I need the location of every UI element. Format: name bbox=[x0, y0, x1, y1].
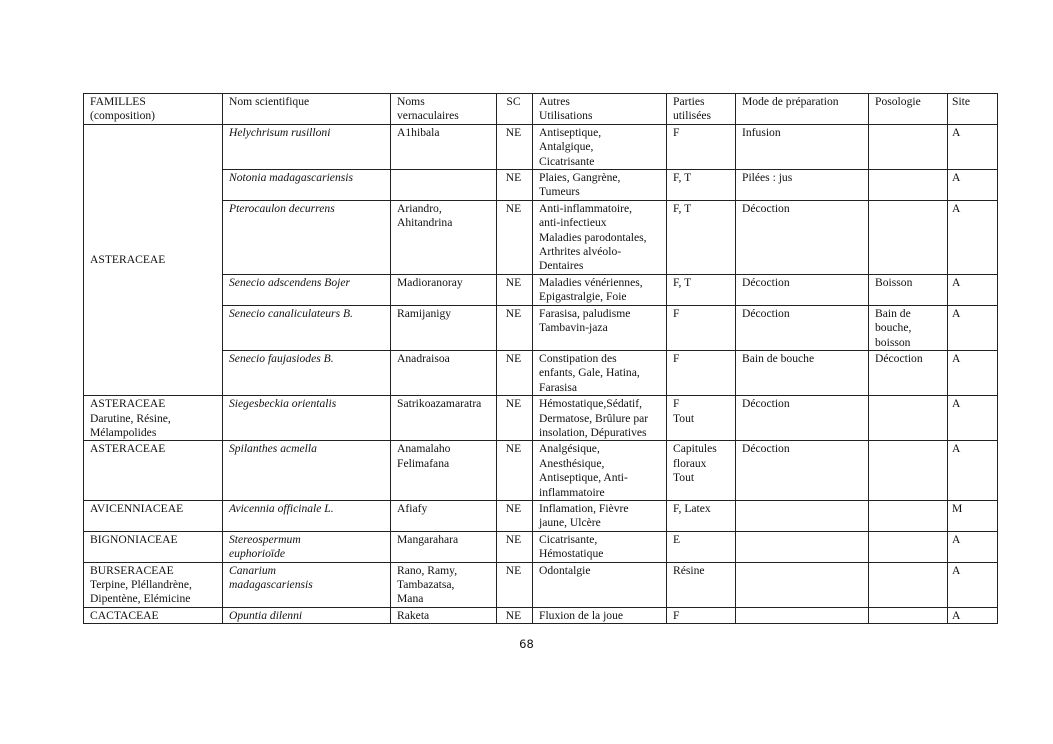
other-uses-text: jaune, Ulcère bbox=[539, 516, 601, 530]
site-value-text: A bbox=[952, 442, 961, 456]
other-uses-text: Hémostatique bbox=[539, 547, 604, 561]
vernacular-name-text: Ariandro, bbox=[397, 201, 442, 215]
site-value bbox=[948, 500, 998, 531]
posology bbox=[869, 124, 948, 169]
family-cell-text: ASTERACEAE bbox=[90, 253, 166, 267]
other-uses-text: Antalgique, bbox=[539, 140, 594, 154]
family-cell bbox=[84, 500, 223, 531]
site-value-text: A bbox=[952, 275, 961, 289]
preparation-mode bbox=[736, 200, 869, 274]
other-uses-text: Cicatrisante, bbox=[539, 532, 598, 546]
family-cell bbox=[84, 531, 223, 562]
scientific-name bbox=[223, 200, 391, 274]
other-uses-text: Tambavin-jaza bbox=[539, 321, 608, 335]
sc-value bbox=[497, 274, 533, 305]
other-uses-text: insolation, Dépuratives bbox=[539, 425, 647, 439]
header-familles-text: (composition) bbox=[90, 109, 156, 123]
site-value bbox=[948, 531, 998, 562]
other-uses-text: Farasisa, paludisme bbox=[539, 306, 631, 320]
posology bbox=[869, 396, 948, 441]
other-uses bbox=[533, 607, 667, 623]
posology bbox=[869, 350, 948, 395]
other-uses bbox=[533, 562, 667, 607]
preparation-mode bbox=[736, 396, 869, 441]
sc-value bbox=[497, 305, 533, 350]
preparation-mode bbox=[736, 500, 869, 531]
other-uses-text: Maladies parodontales, bbox=[539, 230, 647, 244]
scientific-name bbox=[223, 531, 391, 562]
header-parties-utilisees-text: Parties bbox=[673, 95, 705, 108]
other-uses bbox=[533, 531, 667, 562]
sc-value bbox=[497, 200, 533, 274]
preparation-mode bbox=[736, 274, 869, 305]
other-uses bbox=[533, 305, 667, 350]
sc-value-text: NE bbox=[505, 125, 522, 139]
posology bbox=[869, 500, 948, 531]
vernacular-name-text: A1hibala bbox=[397, 125, 440, 139]
vernacular-name-text: Mangarahara bbox=[397, 532, 459, 546]
parts-used bbox=[667, 607, 736, 623]
parts-used-text: Résine bbox=[673, 563, 705, 577]
other-uses-text: anti-infectieux bbox=[539, 216, 607, 230]
table-row bbox=[84, 396, 998, 441]
header-autres-utilisations-text: Autres bbox=[539, 95, 570, 108]
vernacular-name-text: Anamalaho bbox=[397, 442, 451, 456]
scientific-name-text: Avicennia officinale L. bbox=[229, 501, 334, 515]
vernacular-name bbox=[391, 305, 497, 350]
preparation-mode-text: Décoction bbox=[742, 306, 790, 320]
scientific-name bbox=[223, 350, 391, 395]
vernacular-name bbox=[391, 500, 497, 531]
sc-value bbox=[497, 441, 533, 501]
vernacular-name bbox=[391, 170, 497, 201]
parts-used-text: F, T bbox=[673, 171, 692, 185]
vernacular-name bbox=[391, 396, 497, 441]
other-uses-text: Tumeurs bbox=[539, 185, 580, 199]
sc-value-text: NE bbox=[505, 351, 522, 365]
other-uses bbox=[533, 274, 667, 305]
plant-table bbox=[83, 93, 998, 624]
parts-used-text: Tout bbox=[673, 411, 695, 425]
family-cell-text: Mélampolides bbox=[90, 425, 157, 439]
sc-value-text: NE bbox=[505, 501, 522, 515]
other-uses bbox=[533, 500, 667, 531]
parts-used bbox=[667, 274, 736, 305]
vernacular-name-text: Raketa bbox=[397, 608, 430, 622]
scientific-name-text: Canarium bbox=[229, 563, 277, 577]
scientific-name-text: Opuntia dilenni bbox=[229, 608, 303, 622]
vernacular-name-text: Satrikoazamaratra bbox=[397, 397, 482, 411]
vernacular-name bbox=[391, 441, 497, 501]
preparation-mode-text: Décoction bbox=[742, 397, 790, 411]
header-posologie bbox=[869, 94, 948, 125]
parts-used bbox=[667, 170, 736, 201]
site-value bbox=[948, 396, 998, 441]
posology bbox=[869, 200, 948, 274]
family-cell-text: BURSERACEAE bbox=[90, 563, 174, 577]
sc-value-text: NE bbox=[505, 532, 522, 546]
parts-used bbox=[667, 396, 736, 441]
sc-value-text: NE bbox=[505, 275, 522, 289]
scientific-name bbox=[223, 305, 391, 350]
site-value-text: A bbox=[952, 563, 961, 577]
posology bbox=[869, 441, 948, 501]
site-value-text: A bbox=[952, 125, 961, 139]
scientific-name bbox=[223, 396, 391, 441]
scientific-name-text: Stereospermum bbox=[229, 532, 301, 546]
other-uses-text: Dermatose, Brûlure par bbox=[539, 411, 649, 425]
parts-used-text: floraux bbox=[673, 456, 707, 470]
scientific-name-text: madagascariensis bbox=[229, 578, 313, 591]
sc-value bbox=[497, 607, 533, 623]
scientific-name bbox=[223, 274, 391, 305]
header-noms-vernaculaires-text: vernaculaires bbox=[397, 109, 459, 123]
posology-text: Boisson bbox=[875, 275, 913, 289]
posology bbox=[869, 305, 948, 350]
preparation-mode bbox=[736, 441, 869, 501]
header-familles-text: FAMILLES bbox=[90, 95, 146, 108]
parts-used-text: F, T bbox=[673, 201, 692, 215]
parts-used-text: F, Latex bbox=[673, 501, 711, 515]
parts-used-text: F, T bbox=[673, 275, 692, 289]
family-cell-text: AVICENNIACEAE bbox=[90, 501, 184, 515]
other-uses-text: Hémostatique,Sédatif, bbox=[539, 397, 643, 411]
vernacular-name-text: Felimafana bbox=[397, 456, 450, 470]
preparation-mode bbox=[736, 350, 869, 395]
other-uses-text: Arthrites alvéolo- bbox=[539, 245, 622, 259]
sc-value bbox=[497, 396, 533, 441]
parts-used bbox=[667, 531, 736, 562]
preparation-mode-text: Décoction bbox=[742, 442, 790, 456]
preparation-mode bbox=[736, 531, 869, 562]
preparation-mode-text: Infusion bbox=[742, 125, 781, 139]
site-value bbox=[948, 441, 998, 501]
site-value bbox=[948, 274, 998, 305]
sc-value bbox=[497, 124, 533, 169]
parts-used-text: F bbox=[673, 608, 680, 622]
scientific-name bbox=[223, 607, 391, 623]
other-uses bbox=[533, 200, 667, 274]
sc-value-text: NE bbox=[505, 563, 522, 577]
page-number: 68 bbox=[519, 637, 534, 651]
posology-text: Bain de bbox=[875, 306, 911, 320]
family-cell bbox=[84, 562, 223, 607]
parts-used bbox=[667, 441, 736, 501]
scientific-name bbox=[223, 562, 391, 607]
vernacular-name bbox=[391, 124, 497, 169]
preparation-mode-text: Décoction bbox=[742, 275, 790, 289]
other-uses-text: Odontalgie bbox=[539, 563, 591, 577]
parts-used bbox=[667, 200, 736, 274]
preparation-mode bbox=[736, 607, 869, 623]
header-autres-utilisations-text: Utilisations bbox=[539, 109, 593, 123]
scientific-name-text: Siegesbeckia orientalis bbox=[229, 397, 337, 411]
header-autres-utilisations bbox=[533, 94, 667, 125]
preparation-mode-text: Bain de bouche bbox=[742, 351, 815, 365]
scientific-name bbox=[223, 500, 391, 531]
header-parties-utilisees-text: utilisées bbox=[673, 109, 711, 123]
preparation-mode-text: Décoction bbox=[742, 201, 790, 215]
other-uses-text: Antiseptique, Anti- bbox=[539, 471, 628, 485]
parts-used-text: F bbox=[673, 397, 680, 411]
family-cell-text: ASTERACEAE bbox=[90, 442, 166, 456]
vernacular-name-text: Ramijanigy bbox=[397, 306, 452, 320]
sc-value-text: NE bbox=[505, 442, 522, 456]
vernacular-name bbox=[391, 200, 497, 274]
scientific-name bbox=[223, 170, 391, 201]
posology-text: bouche, bbox=[875, 321, 912, 335]
table-row bbox=[84, 531, 998, 562]
other-uses-text: Cicatrisante bbox=[539, 154, 595, 168]
table-row bbox=[84, 441, 998, 501]
header-site bbox=[948, 94, 998, 125]
family-cell bbox=[84, 441, 223, 501]
sc-value bbox=[497, 170, 533, 201]
vernacular-name-text: Rano, Ramy, bbox=[397, 563, 458, 577]
sc-value-text: NE bbox=[505, 608, 522, 622]
other-uses-text: Farasisa bbox=[539, 380, 577, 394]
vernacular-name bbox=[391, 274, 497, 305]
site-value bbox=[948, 305, 998, 350]
other-uses bbox=[533, 170, 667, 201]
other-uses bbox=[533, 350, 667, 395]
family-cell-text: Terpine, Pléllandrène, bbox=[90, 578, 192, 591]
scientific-name-text: Senecio faujasiodes B. bbox=[229, 351, 334, 365]
site-value bbox=[948, 562, 998, 607]
vernacular-name-text: Ahitandrina bbox=[397, 216, 453, 230]
other-uses-text: Analgésique, bbox=[539, 442, 600, 456]
table-row bbox=[84, 500, 998, 531]
vernacular-name-text: Afiafy bbox=[397, 501, 428, 515]
scientific-name-text: Helychrisum rusilloni bbox=[229, 125, 331, 139]
site-value-text: A bbox=[952, 201, 961, 215]
parts-used-text: F bbox=[673, 351, 680, 365]
table-row bbox=[84, 562, 998, 607]
posology bbox=[869, 274, 948, 305]
scientific-name bbox=[223, 441, 391, 501]
family-cell-text: Darutine, Résine, bbox=[90, 411, 171, 425]
header-sc-text: SC bbox=[506, 95, 521, 108]
scientific-name-text: euphorioïde bbox=[229, 547, 286, 561]
other-uses-text: Anesthésique, bbox=[539, 456, 605, 470]
other-uses-text: Anti-inflammatoire, bbox=[539, 201, 633, 215]
header-row bbox=[84, 94, 998, 125]
posology bbox=[869, 607, 948, 623]
other-uses-text: Maladies vénériennes, bbox=[539, 275, 643, 289]
vernacular-name bbox=[391, 350, 497, 395]
other-uses-text: Constipation des bbox=[539, 351, 617, 365]
site-value-text: A bbox=[952, 608, 961, 622]
header-familles bbox=[84, 94, 223, 125]
header-parties-utilisees bbox=[667, 94, 736, 125]
header-nom-scientifique bbox=[223, 94, 391, 125]
parts-used bbox=[667, 350, 736, 395]
posology-text: boisson bbox=[875, 335, 911, 349]
header-posologie-text: Posologie bbox=[875, 95, 921, 108]
posology bbox=[869, 562, 948, 607]
other-uses-text: enfants, Gale, Hatina, bbox=[539, 366, 640, 380]
other-uses-text: Antiseptique, bbox=[539, 125, 602, 139]
other-uses bbox=[533, 124, 667, 169]
vernacular-name-text: Madioranoray bbox=[397, 275, 463, 289]
family-cell-text: BIGNONIACEAE bbox=[90, 532, 178, 546]
site-value bbox=[948, 607, 998, 623]
other-uses bbox=[533, 441, 667, 501]
preparation-mode bbox=[736, 305, 869, 350]
sc-value bbox=[497, 562, 533, 607]
site-value-text: A bbox=[952, 532, 961, 546]
preparation-mode bbox=[736, 124, 869, 169]
scientific-name bbox=[223, 124, 391, 169]
parts-used-text: Tout bbox=[673, 471, 695, 485]
other-uses-text: Fluxion de la joue bbox=[539, 608, 624, 622]
parts-used-text: F bbox=[673, 125, 680, 139]
sc-value-text: NE bbox=[505, 171, 522, 185]
site-value-text: M bbox=[952, 501, 963, 515]
header-mode-preparation bbox=[736, 94, 869, 125]
site-value bbox=[948, 124, 998, 169]
table-row bbox=[84, 124, 998, 169]
parts-used bbox=[667, 124, 736, 169]
parts-used-text: E bbox=[673, 532, 681, 546]
header-nom-scientifique-text: Nom scientifique bbox=[229, 95, 310, 108]
sc-value-text: NE bbox=[505, 201, 522, 215]
vernacular-name bbox=[391, 607, 497, 623]
site-value-text: A bbox=[952, 171, 961, 185]
header-noms-vernaculaires bbox=[391, 94, 497, 125]
other-uses-text: inflammatoire bbox=[539, 485, 605, 499]
vernacular-name bbox=[391, 562, 497, 607]
site-value-text: A bbox=[952, 351, 961, 365]
header-mode-preparation-text: Mode de préparation bbox=[742, 95, 839, 108]
sc-value-text: NE bbox=[505, 397, 522, 411]
posology-text: Décoction bbox=[875, 351, 923, 365]
site-value bbox=[948, 170, 998, 201]
site-value-text: A bbox=[952, 306, 961, 320]
site-value bbox=[948, 200, 998, 274]
header-sc bbox=[497, 94, 533, 125]
vernacular-name-text: Anadraisoa bbox=[397, 351, 450, 365]
preparation-mode bbox=[736, 170, 869, 201]
sc-value bbox=[497, 500, 533, 531]
table-row bbox=[84, 607, 998, 623]
sc-value-text: NE bbox=[505, 306, 522, 320]
posology bbox=[869, 531, 948, 562]
parts-used-text: F bbox=[673, 306, 680, 320]
family-cell bbox=[84, 607, 223, 623]
scientific-name-text: Pterocaulon decurrens bbox=[229, 201, 335, 215]
preparation-mode-text: Pilées : jus bbox=[742, 171, 793, 185]
scientific-name-text: Notonia madagascariensis bbox=[229, 171, 353, 185]
vernacular-name-text: Mana bbox=[397, 592, 424, 606]
header-site-text: Site bbox=[952, 95, 971, 108]
scientific-name-text: Senecio adscendens Bojer bbox=[229, 275, 351, 289]
other-uses-text: Dentaires bbox=[539, 259, 584, 273]
other-uses-text: Plaies, Gangrène, bbox=[539, 171, 621, 185]
parts-used-text: Capitules bbox=[673, 442, 717, 456]
sc-value bbox=[497, 350, 533, 395]
family-cell-text: Dipentène, Elémicine bbox=[90, 592, 191, 606]
other-uses-text: Epigastralgie, Foie bbox=[539, 290, 627, 304]
parts-used bbox=[667, 562, 736, 607]
family-cell-text: CACTACEAE bbox=[90, 608, 159, 622]
scientific-name-text: Spilanthes acmella bbox=[229, 442, 317, 456]
vernacular-name-text: Tambazatsa, bbox=[397, 578, 455, 591]
sc-value bbox=[497, 531, 533, 562]
vernacular-name bbox=[391, 531, 497, 562]
parts-used bbox=[667, 305, 736, 350]
other-uses-text: Inflamation, Fièvre bbox=[539, 501, 629, 515]
header-noms-vernaculaires-text: Noms bbox=[397, 95, 425, 108]
site-value bbox=[948, 350, 998, 395]
other-uses bbox=[533, 396, 667, 441]
family-cell bbox=[84, 396, 223, 441]
family-cell-text: ASTERACEAE bbox=[90, 397, 166, 411]
site-value-text: A bbox=[952, 397, 961, 411]
parts-used bbox=[667, 500, 736, 531]
scientific-name-text: Senecio canaliculateurs B. bbox=[229, 306, 353, 320]
family-cell bbox=[84, 124, 223, 395]
posology bbox=[869, 170, 948, 201]
preparation-mode bbox=[736, 562, 869, 607]
